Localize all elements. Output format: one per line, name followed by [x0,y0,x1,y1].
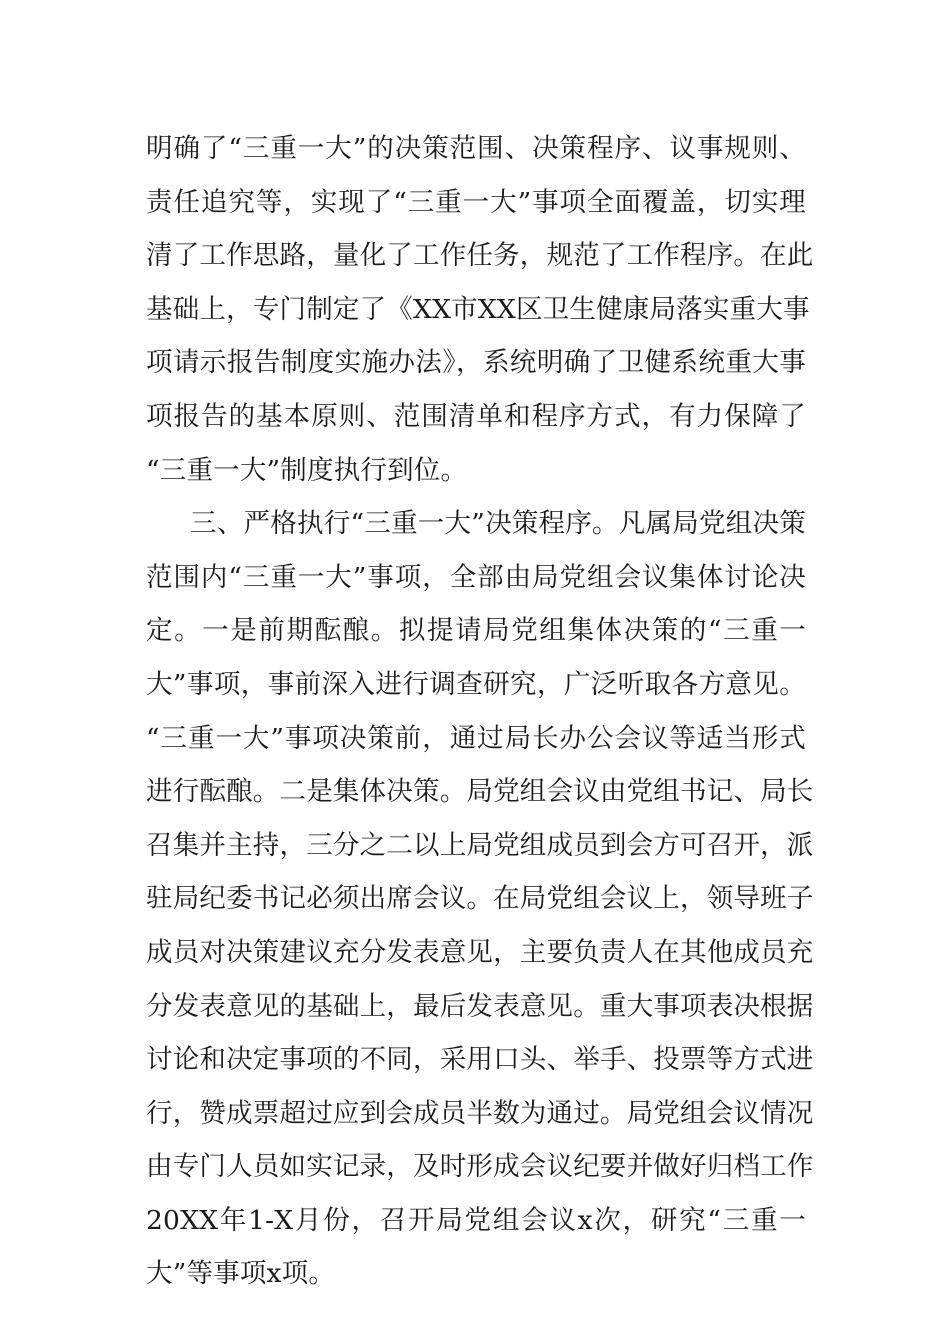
text-line: 责任追究等，实现了“三重一大”事项全面覆盖，切实理 [146,186,806,218]
text-line: 召集并主持，三分之二以上局党组成员到会方可召开，派 [146,829,814,861]
text-line: 进行酝酿。二是集体决策。局党组会议由党组书记、局长 [146,776,814,808]
text-line: 大”事项，事前深入进行调查研究，广泛听取各方意见。 [146,668,806,700]
text-line: 讨论和决定事项的不同，采用口头、举手、投票等方式进 [146,1044,814,1076]
text-line: 分发表意见的基础上，最后发表意见。重大事项表决根据 [146,990,814,1022]
text-line: 大”等事项x项。 [146,1258,336,1290]
text-line: “三重一大”事项决策前，通过局长办公会议等适当形式 [146,722,806,754]
text-line: 定。一是前期酝酿。拟提请局党组集体决策的“三重一 [146,615,806,647]
text-line: 明确了“三重一大”的决策范围、决策程序、议事规则、 [146,133,806,164]
text-line: 成员对决策建议充分发表意见，主要负责人在其他成员充 [146,936,814,968]
paragraph-decision-system [146,122,814,497]
text-line: 行，赞成票超过应到会成员半数为通过。局党组会议情况 [146,1097,814,1129]
text-line: 20XX年1-X月份，召开局党组会议x次，研究“三重一 [146,1204,806,1236]
paragraph-decision-procedure [146,497,814,1301]
text-line: 项报告的基本原则、范围清单和程序方式，有力保障了 [146,400,806,432]
text-line: 范围内“三重一大”事项，全部由局党组会议集体讨论决 [146,561,806,593]
text-line: 基础上，专门制定了《XX市XX区卫生健康局落实重大事 [146,293,810,325]
text-line: 清了工作思路，量化了工作任务，规范了工作程序。在此 [146,240,814,272]
document-page [146,122,814,1301]
text-line: “三重一大”制度执行到位。 [146,454,468,486]
text-line: 项请示报告制度实施办法》，系统明确了卫健系统重大事 [146,347,806,379]
section-heading-line: 三、严格执行“三重一大”决策程序。凡属局党组决策 [190,508,806,540]
text-line: 由专门人员如实记录，及时形成会议纪要并做好归档工作 [146,1151,814,1183]
text-line: 驻局纪委书记必须出席会议。在局党组会议上，领导班子 [146,883,814,915]
